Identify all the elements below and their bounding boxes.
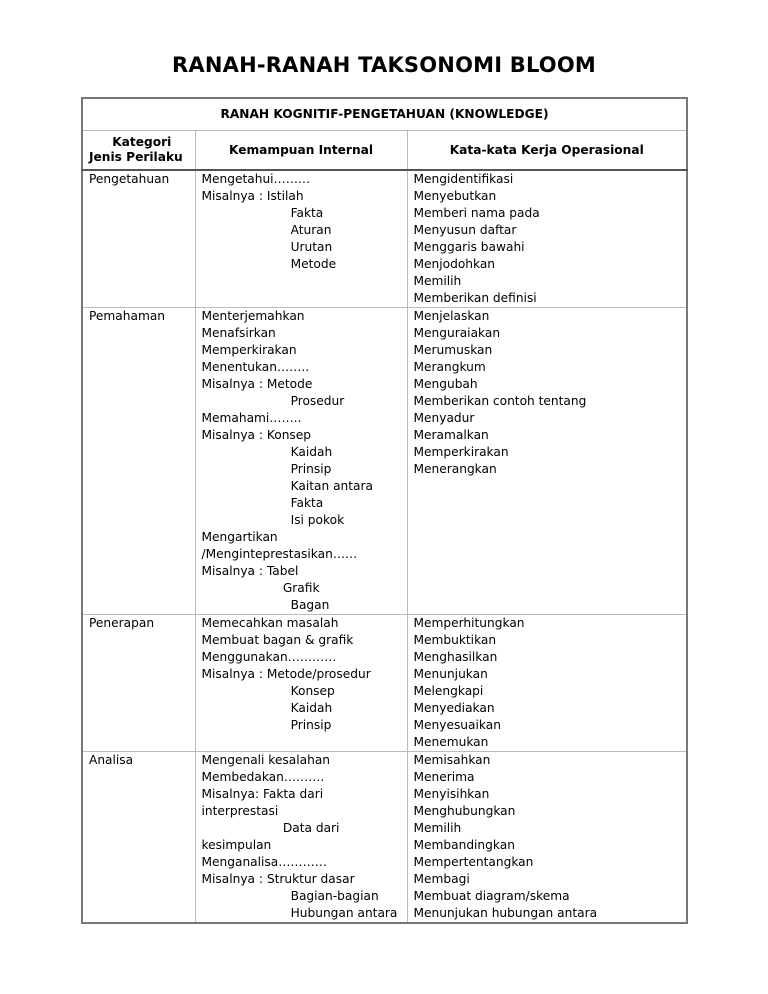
table-row bbox=[82, 308, 687, 615]
table-caption: RANAH KOGNITIF-PENGETAHUAN (KNOWLEDGE) bbox=[82, 98, 687, 131]
table-row bbox=[82, 752, 687, 924]
kemampuan-line: Misalnya : Metode bbox=[201, 377, 313, 391]
kemampuan-line: Kaitan antara bbox=[201, 479, 373, 493]
kemampuan-cell bbox=[195, 752, 407, 924]
kemampuan-line: Fakta bbox=[201, 206, 324, 220]
kemampuan-line: Misalnya: Fakta dari bbox=[201, 787, 324, 801]
kategori-label: Pemahaman bbox=[89, 309, 166, 323]
kata-kerja-line: Menghasilkan bbox=[413, 650, 498, 664]
kata-kerja-line: Memperkirakan bbox=[413, 445, 509, 459]
kata-kerja-line: Meramalkan bbox=[413, 428, 489, 442]
kemampuan-line: Memecahkan masalah bbox=[201, 616, 339, 630]
kemampuan-line: Memperkirakan bbox=[201, 343, 297, 357]
kata-kerja-line: Mengidentifikasi bbox=[413, 172, 514, 186]
kata-kerja-line: Memilih bbox=[413, 821, 462, 835]
kemampuan-line: Bagan bbox=[201, 598, 330, 612]
kata-kerja-line: Menyadur bbox=[413, 411, 475, 425]
bloom-table bbox=[81, 97, 688, 924]
kemampuan-line: Misalnya : Metode/prosedur bbox=[201, 667, 371, 681]
kemampuan-line: Urutan bbox=[201, 240, 333, 254]
kemampuan-line: Misalnya : Konsep bbox=[201, 428, 312, 442]
kemampuan-line: Data dari bbox=[201, 821, 340, 835]
kemampuan-cell bbox=[195, 308, 407, 615]
kemampuan-line: kesimpulan bbox=[201, 838, 272, 852]
kemampuan-line: Misalnya : Istilah bbox=[201, 189, 304, 203]
kategori-label: Penerapan bbox=[89, 616, 155, 630]
kategori-label: Pengetahuan bbox=[89, 172, 170, 186]
kemampuan-line: Kaidah bbox=[201, 701, 333, 715]
kata-kerja-line: Menunjukan hubungan antara bbox=[413, 906, 598, 920]
kemampuan-line: Memahami…….. bbox=[201, 411, 302, 425]
kategori-label: Analisa bbox=[89, 753, 134, 767]
kata-kerja-line: Memberikan definisi bbox=[413, 291, 537, 305]
header-kemampuan: Kemampuan Internal bbox=[195, 131, 407, 171]
kemampuan-line: Menentukan…….. bbox=[201, 360, 310, 374]
kategori-cell bbox=[82, 308, 195, 615]
kata-kerja-line: Menemukan bbox=[413, 735, 489, 749]
kata-kerja-line: Menyebutkan bbox=[413, 189, 497, 203]
kata-kerja-line: Memilih bbox=[413, 274, 462, 288]
header-kategori-line2: Jenis Perilaku bbox=[89, 150, 183, 164]
kata-kerja-line: Menggaris bawahi bbox=[413, 240, 525, 254]
kata-kerja-line: Membuat diagram/skema bbox=[413, 889, 570, 903]
kata-kerja-cell bbox=[407, 752, 687, 924]
kemampuan-cell bbox=[195, 170, 407, 308]
kemampuan-line: Membuat bagan & grafik bbox=[201, 633, 354, 647]
kata-kerja-line: Menguraiakan bbox=[413, 326, 501, 340]
kata-kerja-line: Menjodohkan bbox=[413, 257, 496, 271]
kata-kerja-line: Menerangkan bbox=[413, 462, 497, 476]
header-kategori bbox=[82, 131, 195, 171]
kategori-cell bbox=[82, 752, 195, 924]
kemampuan-line: Aturan bbox=[201, 223, 332, 237]
kata-kerja-line: Menyesuaikan bbox=[413, 718, 501, 732]
kata-kerja-line: Membuktikan bbox=[413, 633, 497, 647]
kata-kerja-line: Menyisihkan bbox=[413, 787, 490, 801]
kata-kerja-line: Merangkum bbox=[413, 360, 486, 374]
kategori-cell bbox=[82, 615, 195, 752]
header-kategori-line1: Kategori bbox=[112, 135, 172, 149]
kemampuan-line: Menterjemahkan bbox=[201, 309, 305, 323]
kemampuan-line: Mengetahui……… bbox=[201, 172, 311, 186]
kata-kerja-cell bbox=[407, 308, 687, 615]
kemampuan-line: Misalnya : Tabel bbox=[201, 564, 299, 578]
kata-kerja-line: Menunjukan bbox=[413, 667, 488, 681]
kata-kerja-cell bbox=[407, 170, 687, 308]
kemampuan-line: Prosedur bbox=[201, 394, 345, 408]
header-kata-kerja: Kata-kata Kerja Operasional bbox=[407, 131, 687, 171]
kemampuan-line: /Menginteprestasikan…… bbox=[201, 547, 358, 561]
kata-kerja-line: Membagi bbox=[413, 872, 470, 886]
kemampuan-line: Misalnya : Struktur dasar bbox=[201, 872, 355, 886]
table-row bbox=[82, 170, 687, 308]
page-title: RANAH-RANAH TAKSONOMI BLOOM bbox=[172, 53, 596, 77]
table-row bbox=[82, 615, 687, 752]
kategori-cell bbox=[82, 170, 195, 308]
kemampuan-line: Menganalisa………… bbox=[201, 855, 327, 869]
kemampuan-line: Isi pokok bbox=[201, 513, 345, 527]
kemampuan-line: Prinsip bbox=[201, 718, 332, 732]
kemampuan-line: Fakta bbox=[201, 496, 324, 510]
kemampuan-line: Mengenali kesalahan bbox=[201, 753, 331, 767]
kemampuan-line: Bagian-bagian bbox=[201, 889, 379, 903]
kemampuan-line: Mengartikan bbox=[201, 530, 278, 544]
kata-kerja-line: Memberikan contoh tentang bbox=[413, 394, 587, 408]
kata-kerja-line: Memperhitungkan bbox=[413, 616, 525, 630]
kata-kerja-line: Melengkapi bbox=[413, 684, 484, 698]
kemampuan-line: interprestasi bbox=[201, 804, 279, 818]
kata-kerja-line: Menghubungkan bbox=[413, 804, 516, 818]
kemampuan-line: Menafsirkan bbox=[201, 326, 276, 340]
kemampuan-line: Menggunakan………… bbox=[201, 650, 337, 664]
kata-kerja-line: Menjelaskan bbox=[413, 309, 490, 323]
kemampuan-line: Grafik bbox=[201, 581, 320, 595]
kemampuan-line: Hubungan antara bbox=[201, 906, 398, 920]
kemampuan-line: Metode bbox=[201, 257, 337, 271]
kemampuan-line: Prinsip bbox=[201, 462, 332, 476]
kata-kerja-line: Menyediakan bbox=[413, 701, 495, 715]
kata-kerja-line: Merumuskan bbox=[413, 343, 493, 357]
kata-kerja-line: Memisahkan bbox=[413, 753, 491, 767]
kata-kerja-cell bbox=[407, 615, 687, 752]
kata-kerja-line: Menyusun daftar bbox=[413, 223, 517, 237]
kata-kerja-line: Memberi nama pada bbox=[413, 206, 540, 220]
kata-kerja-line: Mengubah bbox=[413, 377, 478, 391]
kemampuan-cell bbox=[195, 615, 407, 752]
kata-kerja-line: Membandingkan bbox=[413, 838, 515, 852]
kemampuan-line: Kaidah bbox=[201, 445, 333, 459]
kata-kerja-line: Mempertentangkan bbox=[413, 855, 534, 869]
kemampuan-line: Membedakan………. bbox=[201, 770, 325, 784]
kemampuan-line: Konsep bbox=[201, 684, 335, 698]
kata-kerja-line: Menerima bbox=[413, 770, 475, 784]
